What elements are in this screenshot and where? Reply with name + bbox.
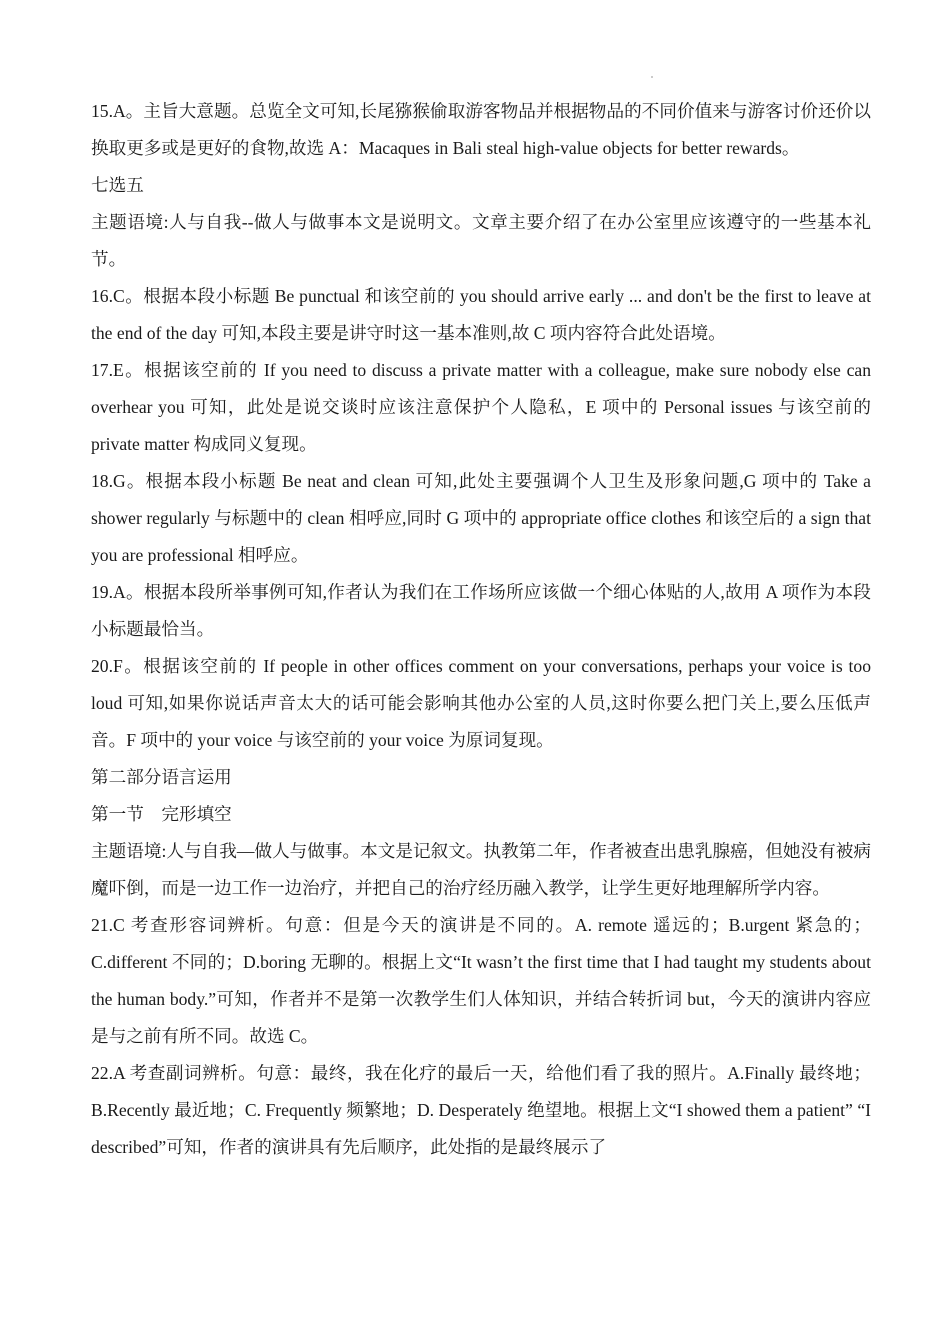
theme-context-narrative: 主题语境:人与自我—做人与做事。本文是记叙文。执教第二年，作者被查出患乳腺癌，但她没有被病魔吓倒，而是一边工作一边治疗，并把自己的治疗经历融入教学，让学生更好地理解所学内容。: [91, 841, 871, 898]
answer-21: 21.C 考查形容词辨析。句意：但是今天的演讲是不同的。A. remote 遥远的；B.urgent 紧急的；C.different 不同的；D.boring 无聊的。根据上文“It wasn’t the first time that I had taught my students about the human body.”可知，作者并不是第一次教学生们人体知识，并结合转折词 but，今天的演讲内容应是与之前有所不同。故选 C。: [91, 915, 871, 1046]
theme-context-office-etiquette: 主题语境:人与自我--做人与做事本文是说明文。文章主要介绍了在办公室里应该遵守的一些基本礼节。: [91, 212, 871, 269]
section-one-cloze-heading: 第一节 完形填空: [91, 804, 232, 824]
part-two-heading: 第二部分语言运用: [91, 767, 232, 787]
answer-19: 19.A。根据本段所举事例可知,作者认为我们在工作场所应该做一个细心体贴的人,故用 A 项作为本段小标题最恰当。: [91, 582, 871, 639]
answer-20: 20.F。根据该空前的 If people in other offices comment on your conversations, perhaps your voice is too loud 可知,如果你说话声音太大的话可能会影响其他办公室的人员,这时你要么把门关上,要么压低声音。F 项中的 your voice 与该空前的 your voice 为原词复现。: [91, 656, 871, 750]
section-heading-seven-choose-five: 七选五: [91, 175, 144, 195]
page-mark: [651, 76, 653, 78]
answer-16: 16.C。根据本段小标题 Be punctual 和该空前的 you should arrive early ... and don't be the first to leave at the end of the day 可知,本段主要是讲守时这一基本准则,故 C 项内容符合此处语境。: [91, 286, 871, 343]
answer-17: 17.E。根据该空前的 If you need to discuss a private matter with a colleague, make sure nobody else can overhear you 可知，此处是说交谈时应该注意保护个人隐私，E 项中的 Personal issues 与该空前的 private matter 构成同义复现。: [91, 360, 871, 454]
answer-explanations: [91, 93, 871, 1166]
answer-22: 22.A 考查副词辨析。句意：最终，我在化疗的最后一天，给他们看了我的照片。A.Finally 最终地；B.Recently 最近地；C. Frequently 频繁地；D. Desperately 绝望地。根据上文“I showed them a patient” “I described”可知，作者的演讲具有先后顺序，此处指的是最终展示了: [91, 1063, 871, 1157]
answer-15: 15.A。主旨大意题。总览全文可知,长尾猕猴偷取游客物品并根据物品的不同价值来与游客讨价还价以换取更多或是更好的食物,故选 A：Macaques in Bali steal high-value objects for better rewards。: [91, 101, 871, 158]
answer-18: 18.G。根据本段小标题 Be neat and clean 可知,此处主要强调个人卫生及形象问题,G 项中的 Take a shower regularly 与标题中的 clean 相呼应,同时 G 项中的 appropriate office clothes 和该空后的 a sign that you are professional 相呼应。: [91, 471, 871, 565]
